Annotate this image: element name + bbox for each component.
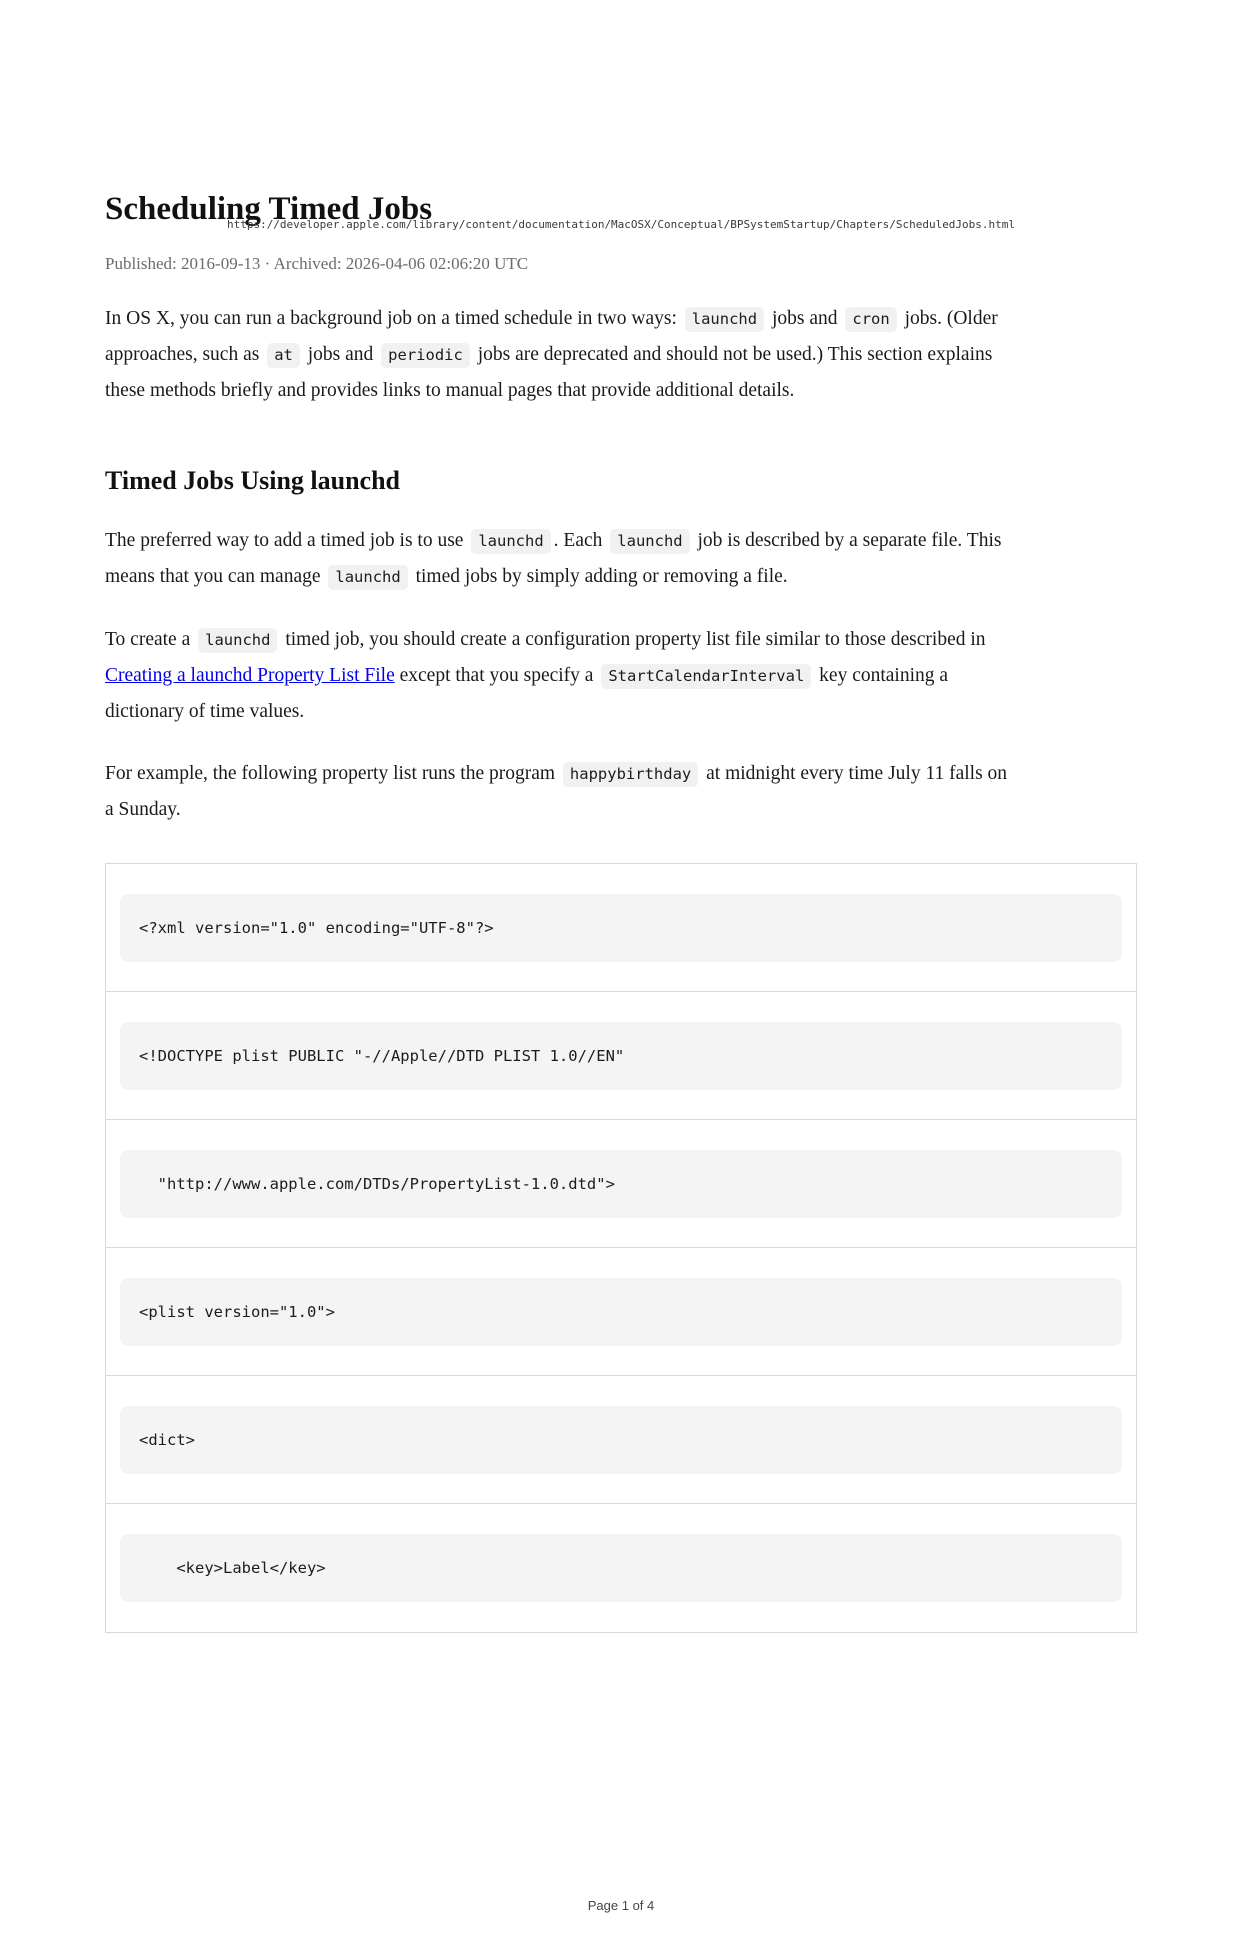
text-run: The preferred way to add a timed job is to use <box>105 530 469 551</box>
inline-code: at <box>267 343 300 368</box>
text-run: at midnight every time July 11 falls on a Sunday. <box>105 763 1008 820</box>
text-run: jobs. (Older approaches, such as <box>105 308 998 365</box>
page-number-footer: Page 1 of 4 <box>587 1898 655 1913</box>
code-line-row <box>106 1120 1136 1248</box>
inline-code: launchd <box>471 529 550 554</box>
create-job-paragraph <box>105 622 1010 729</box>
code-line-row <box>106 864 1136 992</box>
intro-paragraph <box>105 301 1010 408</box>
creating-launchd-plist-link[interactable]: Creating a launchd Property List File <box>105 665 395 686</box>
inline-code: launchd <box>198 628 277 653</box>
code-line-row <box>106 1376 1136 1504</box>
text-run: except that you specify a <box>394 665 599 686</box>
code-line-text: <dict> <box>139 1430 195 1449</box>
code-line-row <box>106 1248 1136 1376</box>
text-run: timed jobs by simply adding or removing a file. <box>410 566 788 587</box>
inline-code: periodic <box>381 343 470 368</box>
code-line-chip <box>120 1278 1122 1346</box>
article <box>0 190 1242 1633</box>
text-run: key containing a dictionary of time values. <box>105 665 949 722</box>
preferred-way-paragraph <box>105 523 1010 595</box>
inline-code: launchd <box>328 565 407 590</box>
text-run: In OS X, you can run a background job on a timed schedule in two ways: <box>105 308 682 329</box>
text-run: jobs and <box>767 308 843 329</box>
inline-code: launchd <box>685 307 764 332</box>
code-line-chip <box>120 894 1122 962</box>
archived-url-header: https://developer.apple.com/library/content/documentation/MacOSX/Conceptual/BPSystemStartup/Chapters/ScheduledJobs.html <box>226 218 1016 231</box>
example-paragraph <box>105 756 1010 827</box>
text-run: For example, the following property list runs the program <box>105 763 560 784</box>
text-run: . Each <box>553 530 608 551</box>
code-line-row <box>106 1504 1136 1632</box>
text-run: job is described by a separate file. This means that you can manage <box>105 530 1002 587</box>
code-line-chip <box>120 1150 1122 1218</box>
inline-code: StartCalendarInterval <box>601 664 811 689</box>
code-line-row <box>106 992 1136 1120</box>
page-title: Scheduling Timed Jobs <box>105 191 433 227</box>
code-line-chip <box>120 1534 1122 1602</box>
text-run: jobs are deprecated and should not be used.) This section explains these methods briefly and provides links to manual pages that provide additional details. <box>105 344 993 401</box>
inline-code: cron <box>845 307 896 332</box>
inline-code: launchd <box>610 529 689 554</box>
inline-code: happybirthday <box>563 762 698 787</box>
code-line-text: "http://www.apple.com/DTDs/PropertyList-1.0.dtd"> <box>139 1174 615 1193</box>
section-heading: Timed Jobs Using launchd <box>105 466 401 495</box>
text-run: jobs and <box>302 344 379 365</box>
code-line-text: <key>Label</key> <box>139 1559 326 1577</box>
code-line-text: <plist version="1.0"> <box>139 1302 335 1321</box>
text-run: timed job, you should create a configuration property list file similar to those described in <box>280 629 986 650</box>
publish-archive-meta: Published: 2016-09-13 · Archived: 2026-04-06 02:06:20 UTC <box>105 254 529 273</box>
code-block <box>105 863 1137 1633</box>
code-line-chip <box>120 1022 1122 1090</box>
code-line-text: <!DOCTYPE plist PUBLIC "-//Apple//DTD PLIST 1.0//EN" <box>139 1046 625 1065</box>
code-line-text: <?xml version="1.0" encoding="UTF-8"?> <box>139 918 494 937</box>
text-run: To create a <box>105 629 196 650</box>
code-line-chip <box>120 1406 1122 1474</box>
